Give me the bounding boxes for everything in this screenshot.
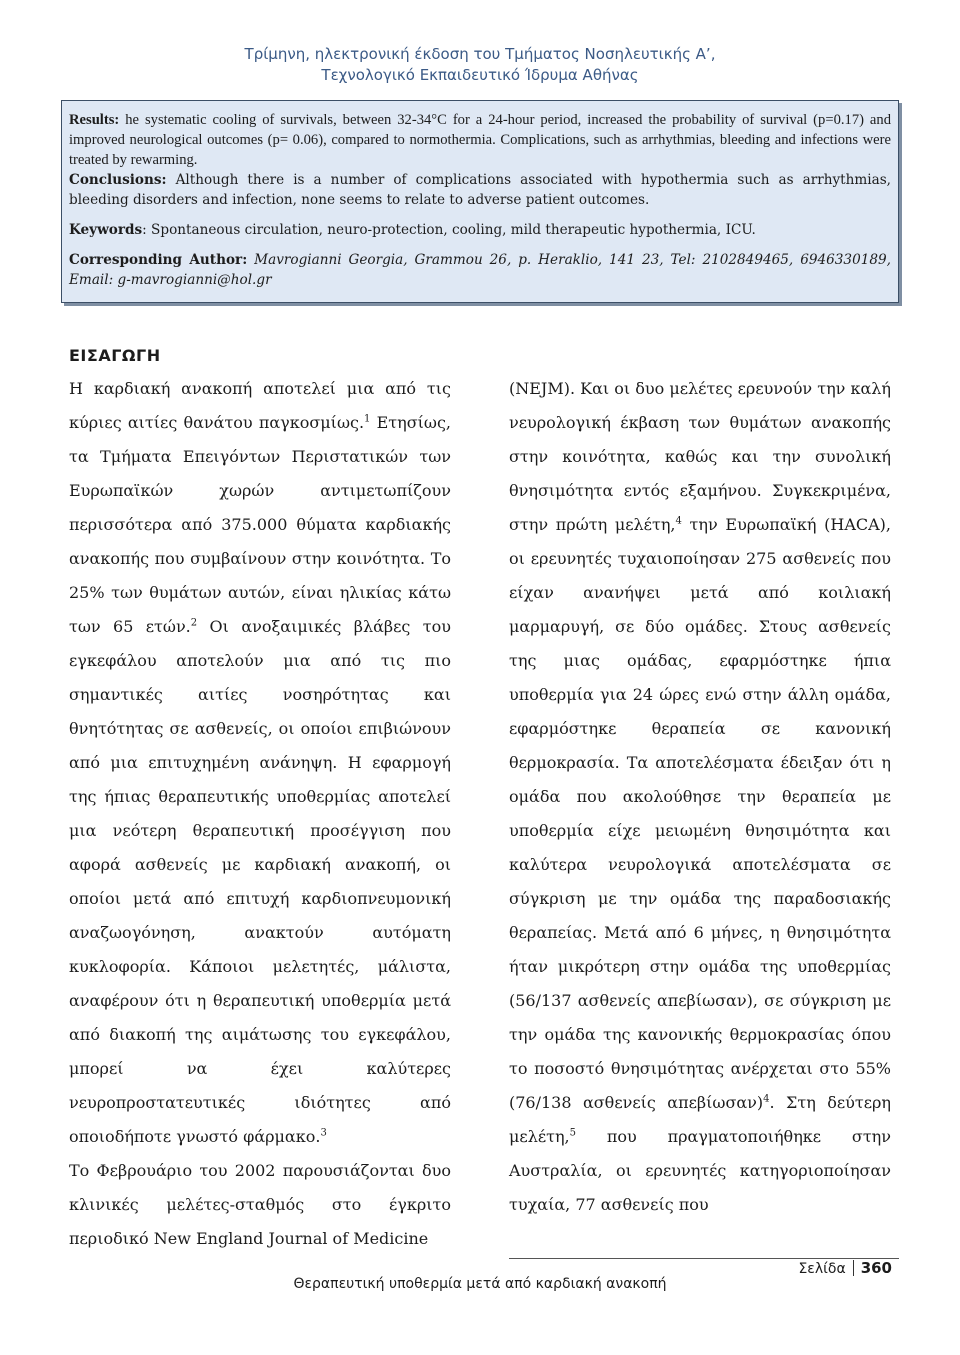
right-column xyxy=(509,372,891,1222)
section-title: ΕΙΣΑΓΩΓΗ xyxy=(69,346,161,365)
author-info: Mavrogianni Georgia, Grammou 26, p. Heraklio, 141 23, Tel: 2102849465, 6946330189, Email: g-mavrogianni@hol.gr xyxy=(69,252,891,288)
results-text: he systematic cooling of survivals, between 32-34°C for a 24-hour period, increased the probability of survival (p=0.17) and improved neurological outcomes (p= 0.06), compared to normothermia. Complications, such as arrhythmias, bleeding and infections were treated by rewarming. xyxy=(69,112,891,168)
keywords-label: Keywords xyxy=(69,222,143,238)
left-text-c: Οι ανοξαιμικές βλάβες του εγκεφάλου αποτελούν μια από τις πιο σημαντικές αιτίες νοσηρότητας και θνητότητας σε ασθενείς, οι οποίοι επιβιώνουν από μια επιτυχημένη ανάνηψη. Η εφαρμογή της ήπιας θεραπευτικής υποθερμίας αποτελεί μια νεότερη θεραπευτική προσέγγιση που αφορά ασθενείς με καρδιακή ανακοπή, οι οποίοι μετά από επιτυχή καρδιοπνευμονική αναζωογόνηση, ανακτούν αυτόματη κυκλοφορία. Κάποιοι μελετητές, μάλιστα, αναφέρουν ότι η θεραπευτική υποθερμία μετά από διακοπή της αιμάτωσης του εγκεφάλου, μπορεί να έχει καλύτερες νευροπροστατευτικές ιδιότητες από οποιοδήποτε γνωστό φάρμακο. xyxy=(69,617,452,1146)
page-separator xyxy=(853,1260,854,1276)
left-paragraph-2: Το Φεβρουάριο του 2002 παρουσιάζονται δυο κλινικές μελέτες-σταθμός στο έγκριτο περιοδικό New England Journal of Medicine xyxy=(69,1161,451,1248)
journal-header-line-2: Τεχνολογικό Εκπαιδευτικό Ίδρυμα Αθήνας xyxy=(321,66,639,84)
left-paragraph-1 xyxy=(69,372,451,1154)
reference-1: 1 xyxy=(364,413,371,425)
journal-header-line-1: Τρίμηνη, ηλεκτρονική έκδοση του Τμήματος Νοσηλευτικής Α’, xyxy=(244,45,716,63)
reference-4: 4 xyxy=(675,515,682,527)
right-text-a: (NEJM). Και οι δυο μελέτες ερευνούν την καλή νευρολογική έκβαση των θυμάτων ανακοπής στην κοινότητα, καθώς και την συνολική θνησιμότητα εντός εξαμήνου. Συγκεκριμένα, στην πρώτη μελέτη, xyxy=(509,379,892,534)
page-word: Σελίδα xyxy=(798,1261,846,1277)
footer-title: Θεραπευτική υποθερμία μετά από καρδιακή ανακοπή xyxy=(293,1276,667,1292)
conclusions-label: Conclusions: xyxy=(69,172,167,188)
keywords-paragraph xyxy=(69,220,891,240)
page-number: 360 xyxy=(860,1259,892,1277)
results-paragraph xyxy=(69,110,891,170)
author-label: Corresponding Author: xyxy=(69,252,248,268)
journal-header xyxy=(0,44,960,86)
conclusions-paragraph xyxy=(69,170,891,210)
left-column xyxy=(69,372,451,1256)
right-text-b: την Ευρωπαϊκή (HACA), οι ερευνητές τυχαιοποίησαν 275 ασθενείς που είχαν ανανήψει μετά από κοιλιακή μαρμαρυγή, σε δύο ομάδες. Στους ασθενείς της μιας ομάδας, εφαρμόστηκε ήπια υποθερμία για 24 ώρες ενώ στην άλλη ομάδα, εφαρμόστηκε θεραπεία σε κανονική θερμοκρασία. Τα αποτελέσματα έδειξαν ότι η ομάδα που ακολούθησε την θεραπεία με υποθερμία είχε μειωμένη θνησιμότητα και καλύτερα νευρολογικά αποτελέσματα σε σύγκριση με την ομάδα της παραδοσιακής θεραπείας. Μετά από 6 μήνες, η θνησιμότητα ήταν μικρότερη στην ομάδα της υποθερμίας (56/137 ασθενείς απεβίωσαν), σε σύγκριση με την ομάδα της κανονικής θερμοκρασίας όπου το ποσοστό θνησιμότητας ανέρχεται στο 55% (76/138 ασθενείς απεβίωσαν) xyxy=(509,515,891,1112)
page-number-label xyxy=(798,1259,892,1277)
reference-4b: 4 xyxy=(763,1093,770,1105)
left-text-b: Ετησίως, τα Τμήματα Επειγόντων Περιστατικών των Ευρωπαϊκών χωρών αντιμετωπίζουν περισσότερα από 375.000 θύματα καρδιακής ανακοπής που συμβαίνουν στην κοινότητα. Το 25% των θυμάτων αυτών, είναι ηλικίας κάτω των 65 ετών. xyxy=(69,413,451,636)
keywords-text: : Spontaneous circulation, neuro-protection, cooling, mild therapeutic hypothermia, ICU. xyxy=(142,222,756,238)
author-paragraph xyxy=(69,250,891,290)
conclusions-text: Although there is a number of complications associated with hypothermia such as arrhythmias, bleeding disorders and infection, none seems to relate to adverse patient outcomes. xyxy=(69,172,891,208)
right-paragraph xyxy=(509,372,891,1222)
reference-5: 5 xyxy=(569,1127,577,1139)
reference-3: 3 xyxy=(320,1127,327,1139)
right-text-d: που πραγματοποιήθηκε στην Αυστραλία, οι ερευνητές κατηγοριοποίησαν τυχαία, 77 ασθενείς που xyxy=(509,1127,891,1214)
results-label: Results: xyxy=(69,112,120,128)
right-text-c: . Στη δεύτερη μελέτη, xyxy=(509,1093,891,1146)
abstract-box xyxy=(61,100,899,303)
reference-2: 2 xyxy=(190,617,198,629)
left-text-a: Η καρδιακή ανακοπή αποτελεί μια από τις κύριες αιτίες θανάτου παγκοσμίως. xyxy=(69,379,451,432)
